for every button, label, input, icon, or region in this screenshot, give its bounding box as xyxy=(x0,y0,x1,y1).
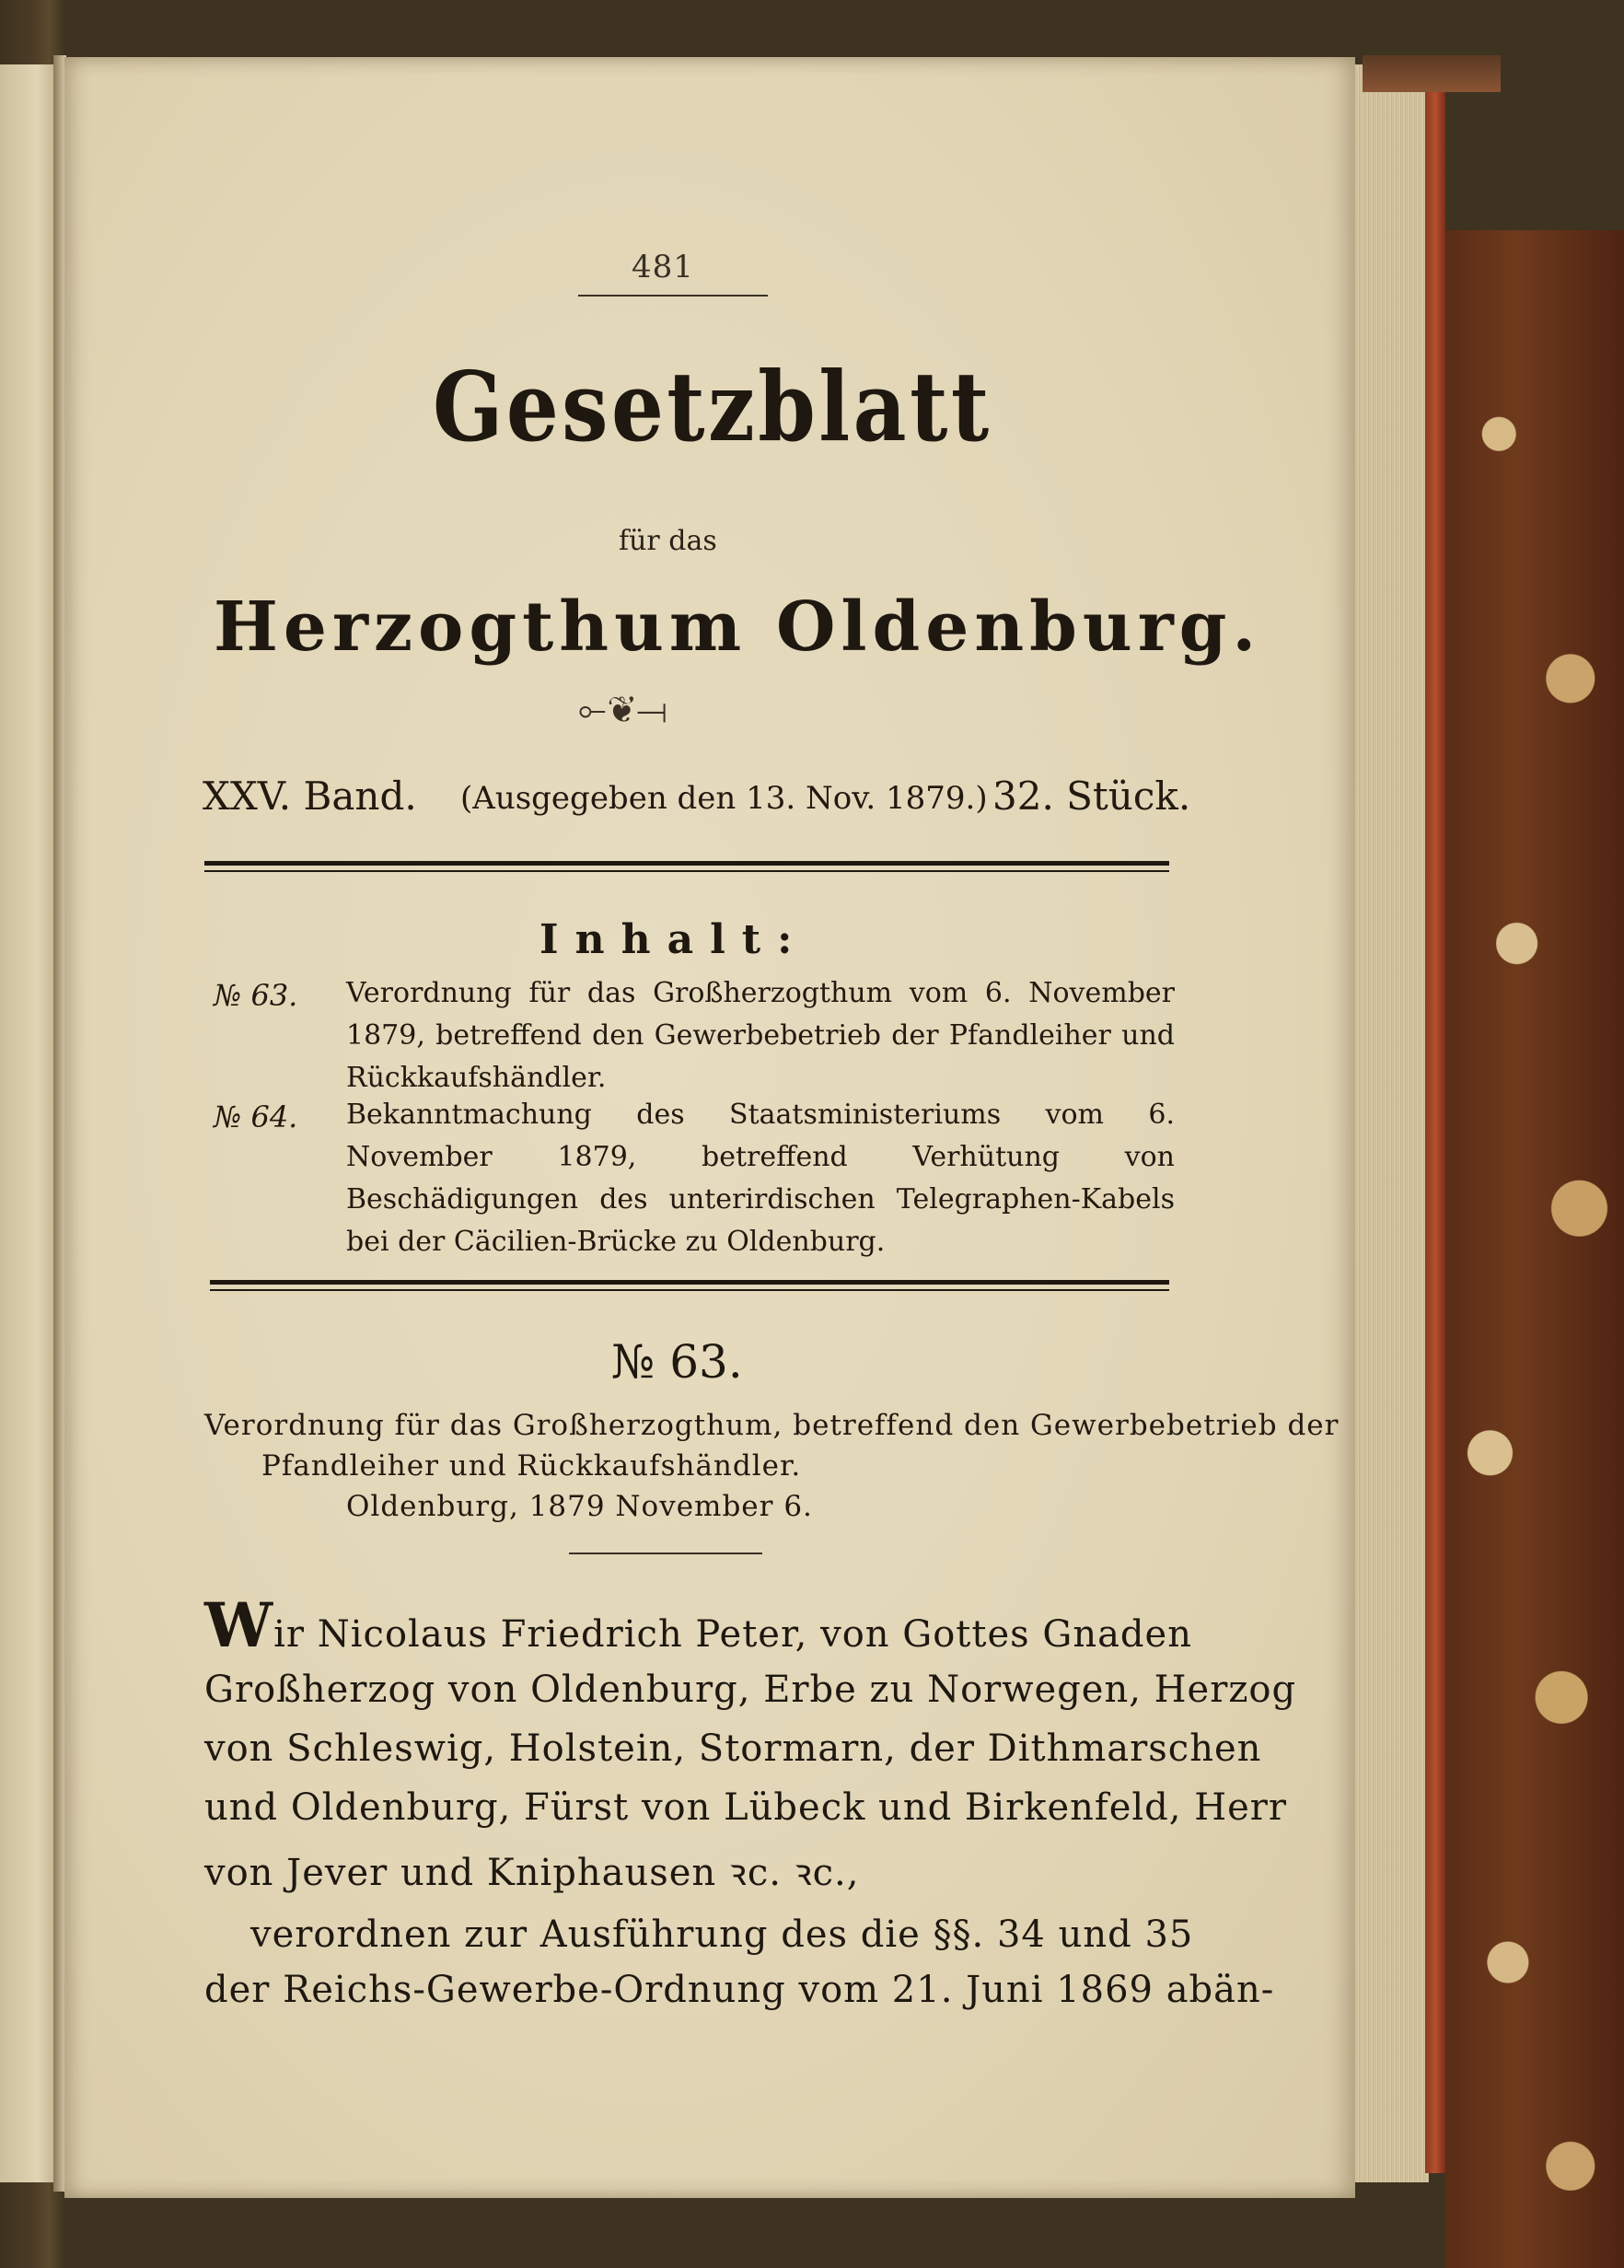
page-number: 481 xyxy=(632,249,694,285)
body-line: von Jever und Kniphausen ꝛc. ꝛc., xyxy=(204,1852,860,1894)
ordinance-title-line: Pfandleiher und Rückkaufshändler. xyxy=(261,1449,802,1483)
body-line: von Schleswig, Holstein, Stormarn, der Dithmarschen xyxy=(204,1727,1262,1770)
subtitle: für das xyxy=(619,525,717,557)
territory-heading: Herzogthum Oldenburg. xyxy=(214,587,1262,667)
toc-item-text: Bekanntmachung des Staatsministeriums vom 6. November 1879, betreffend Verhütung von Beschädigungen des unterirdischen Telegraphen-Kabels bei der Cäcilien-Brücke zu Oldenburg. xyxy=(346,1099,1175,1258)
volume-label: XXV. Band. xyxy=(203,773,417,819)
double-rule xyxy=(210,1280,1169,1285)
red-page-edge xyxy=(1425,83,1445,2173)
body-line: Großherzog von Oldenburg, Erbe zu Norwegen, Herzog xyxy=(204,1669,1297,1711)
contents-heading: Inhalt: xyxy=(539,916,809,963)
double-rule-thin xyxy=(210,1289,1169,1291)
book-cover-top xyxy=(1363,55,1501,92)
body-line: und Oldenburg, Fürst von Lübeck und Birkenfeld, Herr xyxy=(204,1786,1287,1829)
issue-date: (Ausgegeben den 13. Nov. 1879.) xyxy=(460,780,988,817)
header-rule xyxy=(578,295,768,297)
body-line xyxy=(204,1589,1192,1661)
body-line-text: ir Nicolaus Friedrich Peter, von Gottes Gnaden xyxy=(273,1613,1192,1656)
ornament-divider: ⟜❦⟞ xyxy=(578,689,669,729)
body-line: verordnen zur Ausführung des die §§. 34 und 35 xyxy=(250,1913,1194,1956)
short-rule xyxy=(569,1553,762,1554)
issue-number: 32. Stück. xyxy=(992,773,1191,819)
page-edges xyxy=(1355,64,1429,2182)
drop-cap: W xyxy=(204,1589,274,1661)
double-rule-thin xyxy=(204,870,1169,872)
section-number: № 63. xyxy=(611,1335,743,1389)
page-title: Gesetzblatt xyxy=(433,350,992,463)
ordinance-place-date: Oldenburg, 1879 November 6. xyxy=(346,1490,813,1523)
toc-item-text: Verordnung für das Großherzogthum vom 6. November 1879, betreffend den Gewerbebetrieb der Pfandleiher und Rückkaufshändler. xyxy=(346,977,1175,1094)
double-rule xyxy=(204,861,1169,866)
marbled-cover xyxy=(1445,230,1624,2268)
ordinance-title-line: Verordnung für das Großherzogthum, betreffend den Gewerbebetrieb der xyxy=(204,1409,1340,1442)
toc-item-number: № 64. xyxy=(214,1099,298,1134)
toc-item-number: № 63. xyxy=(214,978,298,1013)
body-line: der Reichs-Gewerbe-Ordnung vom 21. Juni 1869 abän- xyxy=(204,1969,1275,2011)
